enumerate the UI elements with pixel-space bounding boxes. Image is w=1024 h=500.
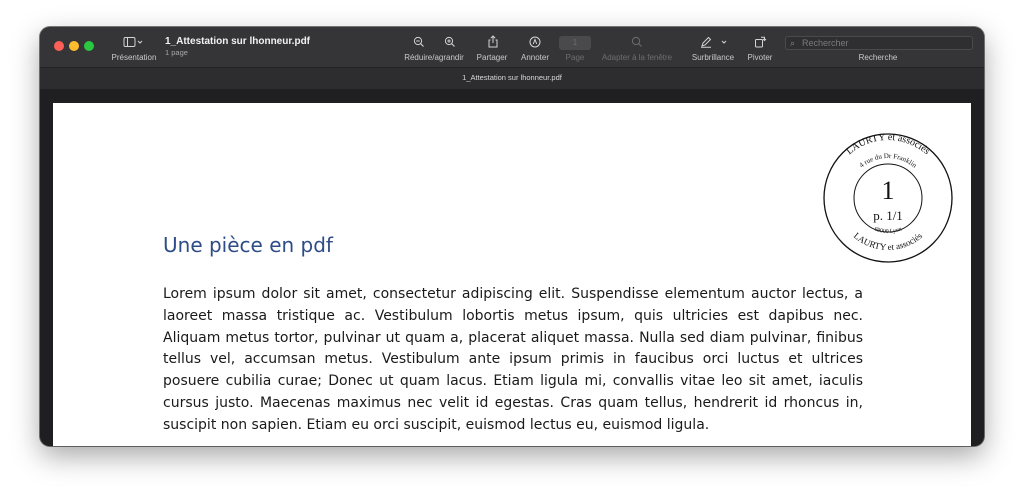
pdf-page: [53, 103, 971, 446]
sidebar-icon: [123, 36, 145, 51]
stamp-city: 69000 Lyon: [873, 226, 903, 236]
share-icon: [487, 35, 499, 51]
annotate-label: Annoter: [520, 53, 550, 62]
stamp-bottom-text: LAURTY et associés: [851, 230, 925, 253]
highlighter-icon: [700, 36, 728, 51]
zoom-out-icon[interactable]: [413, 36, 425, 51]
share-label: Partager: [476, 53, 508, 62]
page-label: Page: [565, 53, 585, 62]
rotate-icon: [754, 35, 767, 51]
page-number-field[interactable]: 1: [559, 36, 591, 50]
document-title: 1_Attestation sur lhonneur.pdf: [165, 36, 311, 47]
zoom-label: Réduire/agrandir: [404, 53, 464, 62]
rotate-label: Pivoter: [747, 53, 773, 62]
search-field[interactable]: [785, 36, 973, 50]
tab-document[interactable]: 1_Attestation sur lhonneur.pdf: [462, 73, 562, 82]
close-button[interactable]: [54, 41, 64, 51]
markup-pen-icon: [529, 36, 541, 51]
fit-window-icon: [631, 36, 643, 51]
zoom-in-icon[interactable]: [444, 36, 456, 51]
document-body: Lorem ipsum dolor sit amet, consectetur adipiscing elit. Suspendisse elementum auctor lectus, a laoreet massa tristique ac. Vestibulum lobortis metus ipsum, quis ultricies est dapibus nec. Aliquam metus tortor, pulvinar ut quam a, placerat aliquet massa. Nulla sed diam pulvinar, finibus tellus vel, accumsan metus. Vestibulum ante ipsum primis in faucibus orci luctus et ultrices posuere cubilia curae; Donec ut quam lacus. Etiam ligula mi, convallis vitae leo sit amet, iaculis cursus justo. Maecenas maximus nec velit id egestas. Cras quam tellus, hendrerit id rhoncus in, suscipit non sapien. Etiam eu orci suscipit, euismod lectus eu, euismod ligula.: [163, 286, 863, 433]
search-input[interactable]: [802, 37, 970, 49]
stamp-number: 1: [881, 176, 895, 205]
maximize-button[interactable]: [84, 41, 94, 51]
minimize-button[interactable]: [69, 41, 79, 51]
highlight-label: Surbrillance: [691, 53, 735, 62]
toolbar: [40, 27, 984, 89]
preview-window: [40, 27, 984, 446]
company-stamp: [818, 128, 958, 268]
stamp-address: 4 rue du Dr Franklin: [857, 151, 919, 170]
search-label: Recherche: [858, 53, 898, 62]
search-icon: ⌕: [790, 38, 796, 48]
stamp-top-text: LAURTY et associés: [844, 131, 932, 158]
document-viewport[interactable]: [40, 89, 984, 446]
stamp-page: p. 1/1: [873, 208, 903, 223]
fit-window-label: Adapter à la fenêtre: [601, 53, 673, 62]
view-label: Présentation: [111, 53, 157, 62]
tab-bar: [40, 67, 984, 89]
document-page-count: 1 page: [165, 48, 188, 57]
document-heading: Une pièce en pdf: [163, 233, 333, 257]
